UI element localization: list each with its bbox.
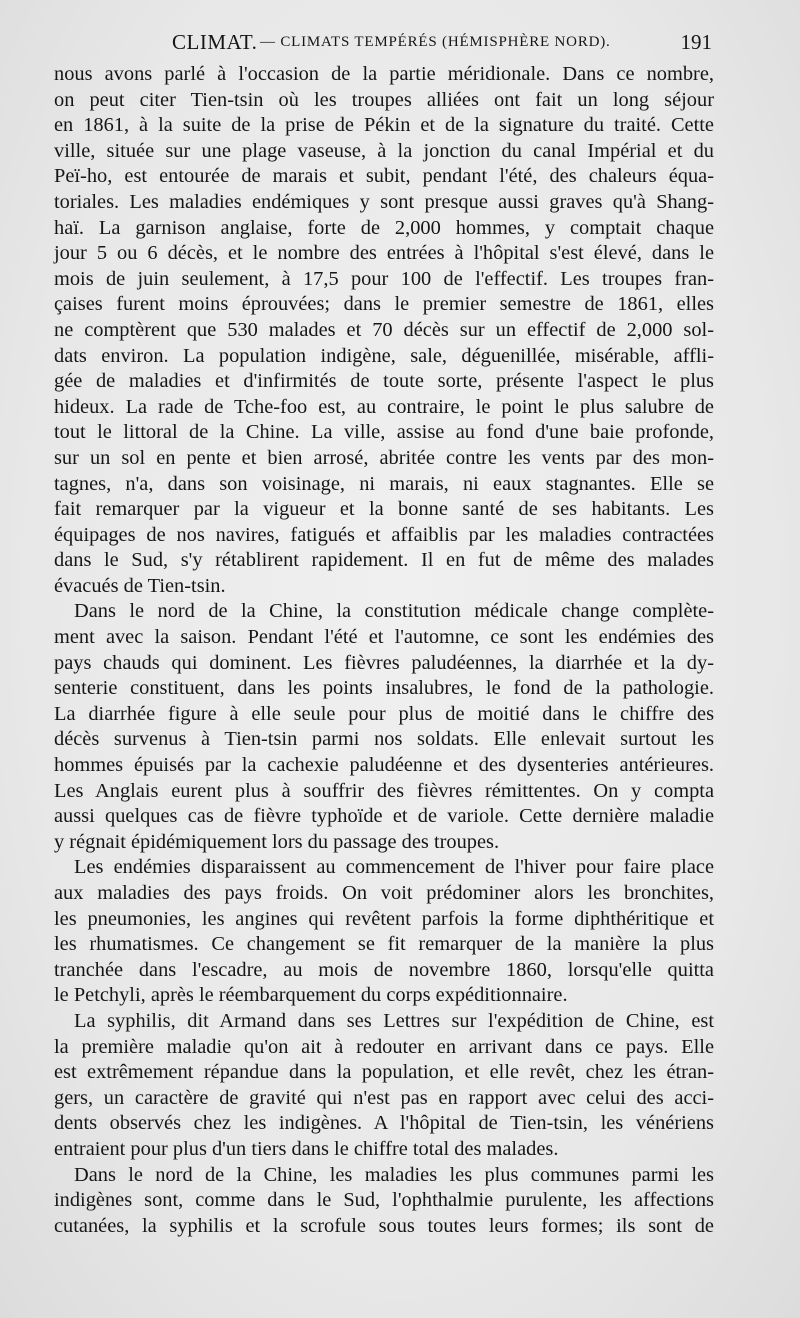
- text-line: décès survenus à Tien-tsin parmi nos soldats. Elle enlevait surtout les: [54, 728, 714, 751]
- text-line: ville, située sur une plage vaseuse, à la jonction du canal Impérial et du: [54, 139, 714, 162]
- header-section-title: CLIMAT.: [172, 30, 258, 54]
- text-line: dans le Sud, s'y rétablirent rapidement. Il en fut de même des malades: [54, 549, 714, 572]
- text-line: haï. La garnison anglaise, forte de 2,000 hommes, y comptait chaque: [54, 216, 714, 239]
- text-line: aussi quelques cas de fièvre typhoïde et de variole. Cette dernière maladie: [54, 805, 714, 828]
- text-line: senterie constituent, dans les points insalubres, le fond de la pathologie.: [54, 677, 714, 700]
- text-line: çaises furent moins éprouvées; dans le premier semestre de 1861, elles: [54, 293, 714, 316]
- text-line: pays chauds qui dominent. Les fièvres paludéennes, la diarrhée et la dy-: [54, 651, 714, 674]
- text-line: le Petchyli, après le réembarquement du corps expéditionnaire.: [54, 984, 568, 1007]
- text-line: dents observés chez les indigènes. A l'hôpital de Tien-tsin, les vénériens: [54, 1112, 714, 1135]
- text-line: jour 5 ou 6 décès, et le nombre des entrées à l'hôpital s'est élevé, dans le: [54, 242, 714, 265]
- text-line: hideux. La rade de Tche-foo est, au contraire, le point le plus salubre de: [54, 395, 714, 418]
- text-line: nous avons parlé à l'occasion de la partie méridionale. Dans ce nombre,: [54, 63, 714, 85]
- text-line: ment avec la saison. Pendant l'été et l'automne, ce sont les endémies des: [54, 626, 714, 649]
- text-line: les pneumonies, les angines qui revêtent parfois la forme diphthéritique et: [54, 907, 714, 930]
- text-line: tranchée dans l'escadre, au mois de novembre 1860, lorsqu'elle quitta: [54, 958, 714, 981]
- body-text: [54, 62, 714, 1239]
- page-number: 191: [680, 30, 712, 54]
- text-line: indigènes sont, comme dans le Sud, l'ophthalmie purulente, les affections: [54, 1189, 714, 1212]
- text-line: mois de juin seulement, à 17,5 pour 100 de l'effectif. Les troupes fran-: [54, 267, 714, 290]
- text-line: aux maladies des pays froids. On voit prédominer alors les bronchites,: [54, 882, 714, 904]
- text-line: équipages de nos navires, fatigués et affaiblis par les maladies contractées: [54, 523, 714, 546]
- text-line: la première maladie qu'on ait à redouter en arrivant dans ce pays. Elle: [54, 1035, 714, 1058]
- text-line: sur un sol en pente et bien arrosé, abritée contre les vents par des mon-: [54, 446, 714, 469]
- paragraph-first-line: Dans le nord de la Chine, les maladies les plus communes parmi les: [74, 1163, 714, 1186]
- text-line: gée de maladies et d'infirmités de toute sorte, présente l'aspect le plus: [54, 370, 714, 393]
- header-subtitle: — CLIMATS TEMPÉRÉS (HÉMISPHÈRE NORD).: [260, 34, 611, 50]
- paragraph-first-line: La syphilis, dit Armand dans ses Lettres sur l'expédition de Chine, est: [74, 1009, 714, 1032]
- text-line: est extrêmement répandue dans la population, et elle revêt, chez les étran-: [54, 1061, 714, 1084]
- text-line: entraient pour plus d'un tiers dans le chiffre total des malades.: [54, 1137, 559, 1160]
- text-line: Les Anglais eurent plus à souffrir des fièvres rémittentes. On y compta: [54, 779, 714, 802]
- paragraph-first-line: Dans le nord de la Chine, la constitution médicale change complète-: [74, 600, 714, 623]
- text-line: La diarrhée figure à elle seule pour plus de moitié dans le chiffre des: [54, 702, 714, 725]
- text-line: fait remarquer par la vigueur et la bonne santé de ses habitants. Les: [54, 498, 714, 521]
- text-line: les rhumatismes. Ce changement se fit remarquer de la manière la plus: [54, 933, 714, 956]
- text-line: ne comptèrent que 530 malades et 70 décès sur un effectif de 2,000 sol-: [54, 318, 714, 341]
- text-line: gers, un caractère de gravité qui n'est pas en rapport avec celui des acci-: [54, 1086, 714, 1109]
- running-header: [54, 30, 712, 58]
- text-line: hommes épuisés par la cachexie paludéenne et des dysenteries antérieures.: [54, 754, 714, 777]
- text-line: tout le littoral de la Chine. La ville, assise au fond d'une baie profonde,: [54, 421, 714, 444]
- paragraph-first-line: Les endémies disparaissent au commencement de l'hiver pour faire place: [74, 856, 714, 879]
- text-line: toriales. Les maladies endémiques y sont presque aussi graves qu'à Shang-: [54, 190, 714, 213]
- text-line: dats environ. La population indigène, sale, déguenillée, misérable, affli-: [54, 344, 714, 367]
- text-line: évacués de Tien-tsin.: [54, 574, 226, 597]
- text-line: cutanées, la syphilis et la scrofule sous toutes leurs formes; ils sont de: [54, 1214, 714, 1237]
- text-line: on peut citer Tien-tsin où les troupes alliées ont fait un long séjour: [54, 88, 714, 111]
- text-line: tagnes, n'a, dans son voisinage, ni marais, ni eaux stagnantes. Elle se: [54, 472, 714, 495]
- text-line: Peï-ho, est entourée de marais et subit, pendant l'été, des chaleurs équa-: [54, 165, 714, 188]
- text-line: y régnait épidémiquement lors du passage des troupes.: [54, 830, 500, 853]
- text-line: en 1861, à la suite de la prise de Pékin et de la signature du traité. Cette: [54, 114, 714, 137]
